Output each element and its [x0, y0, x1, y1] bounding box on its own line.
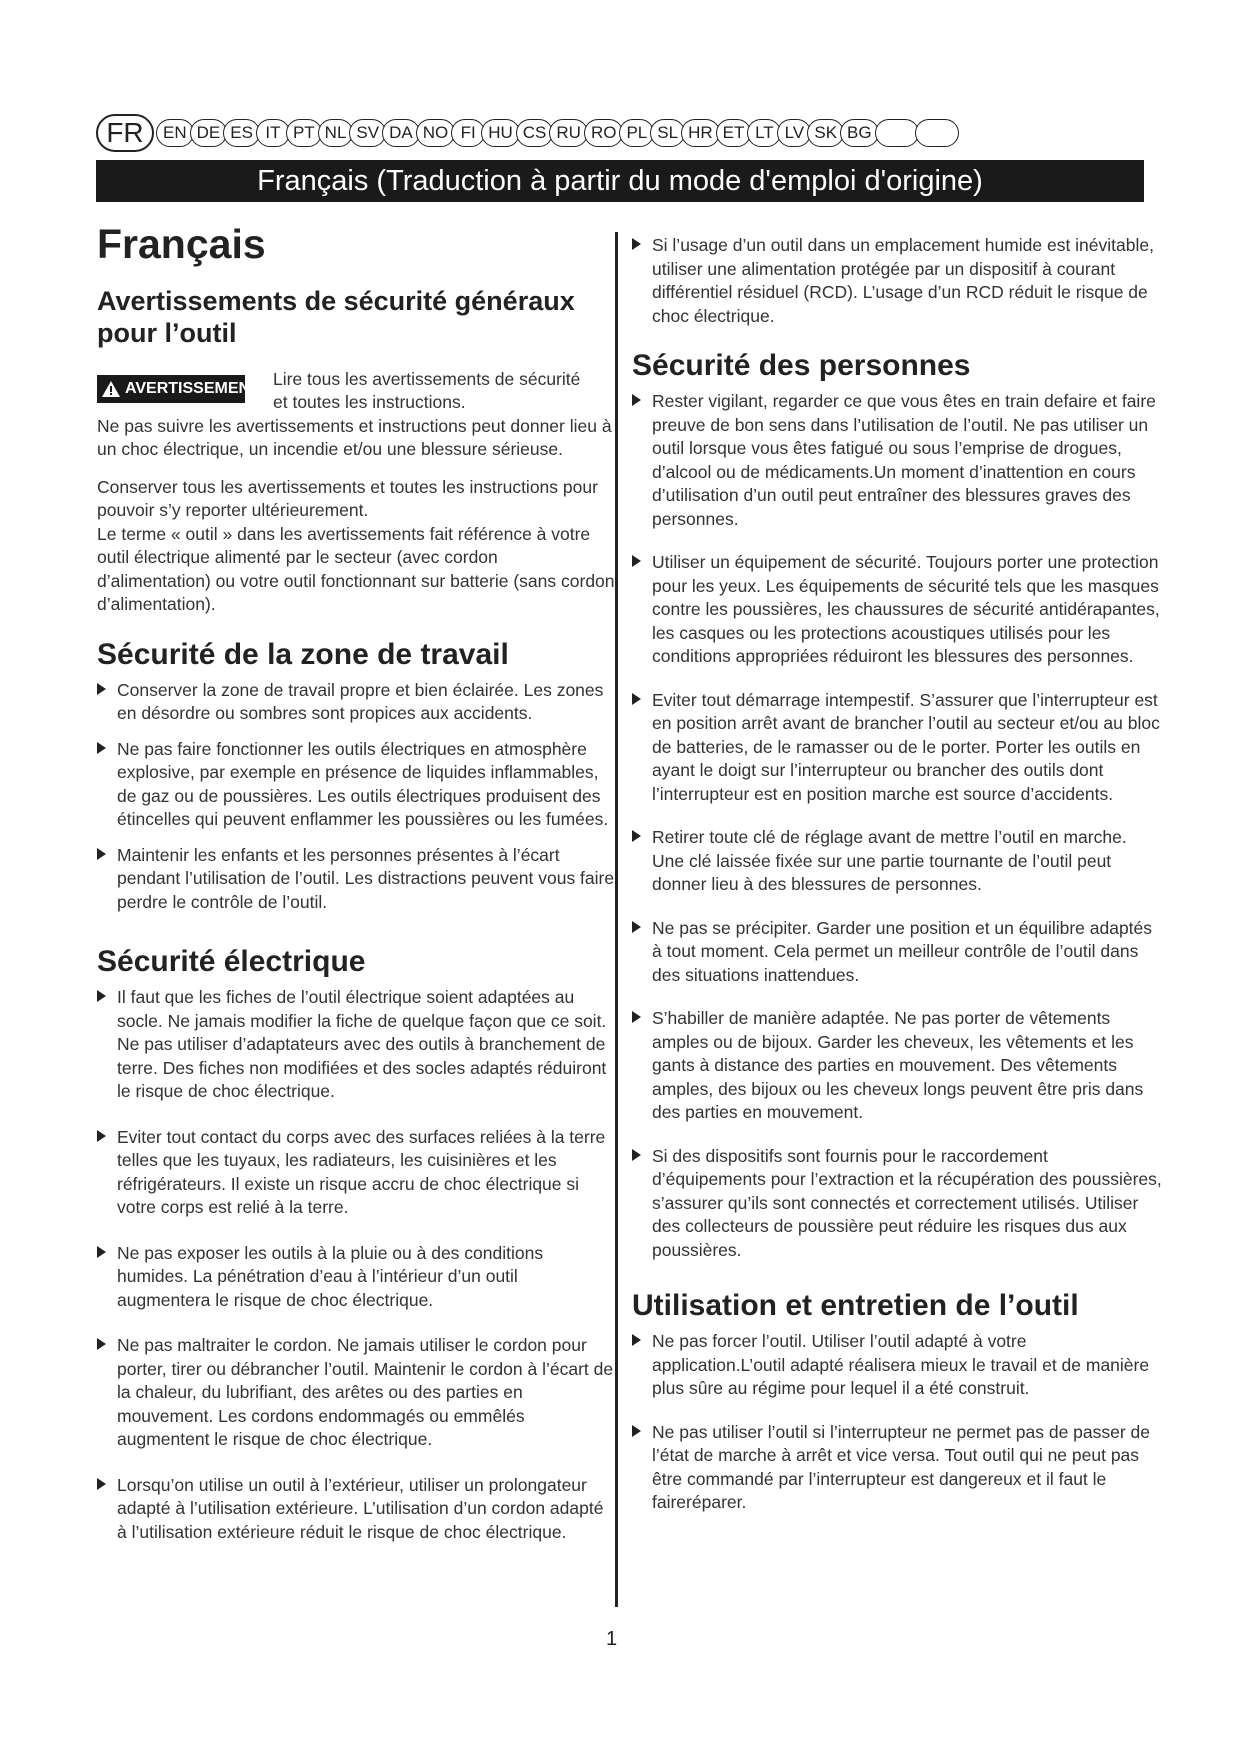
language-tab[interactable]: HU	[481, 119, 520, 147]
list-item-text: Maintenir les enfants et les personnes présentes à l’écart pendant l’utilisation de l’outil. Les distractions peuvent vous faire perdre le contrôle de l’outil.	[117, 844, 615, 912]
page-title: Français	[97, 221, 266, 267]
header-band-title: Français (Traduction à partir du mode d'emploi d'origine)	[257, 164, 983, 197]
section-heading-work-area: Sécurité de la zone de travail	[97, 637, 509, 671]
language-tab[interactable]: ET	[716, 119, 752, 147]
list-item	[97, 679, 615, 726]
list-item-text: Rester vigilant, regarder ce que vous êtes en train defaire et faire preuve de bon sens dans l’utilisation de l’outil. Ne pas utiliser un outil lorsque vous êtes fatigué ou sous l’emprise de drogues, d’alcool ou de médicaments.Un moment d’inattention en cours d’utilisation d’un outil peut entraîner des blessures graves des personnes.	[652, 391, 1156, 529]
persons-list	[632, 390, 1162, 1262]
language-tab[interactable]: LT	[747, 119, 781, 147]
language-tab-bar	[96, 116, 955, 150]
list-item-text: Ne pas se précipiter. Garder une position et un équilibre adaptés à tout moment. Cela permet un meilleur contrôle de l’outil dans des situations inattendues.	[652, 917, 1153, 985]
list-item	[97, 844, 615, 915]
page-number: 1	[606, 1628, 618, 1650]
language-tab[interactable]: DA	[382, 119, 420, 147]
bullet-triangle-icon	[632, 1425, 641, 1437]
list-item-text: Si l’usage d’un outil dans un emplacement humide est inévitable, utiliser une alimentation protégée par un dispositif à courant différentiel résiduel (RCD). L’usage d’un RCD réduit le risque de choc électrique.	[652, 235, 1154, 326]
header-band	[96, 160, 1144, 202]
language-tab[interactable]	[875, 119, 919, 147]
list-item	[632, 917, 1162, 988]
list-item	[97, 1334, 615, 1452]
left-column	[97, 222, 615, 1544]
list-item	[97, 986, 615, 1104]
list-item-text: Conserver la zone de travail propre et bien éclairée. Les zones en désordre ou sombres sont propices aux accidents.	[117, 679, 604, 724]
list-item-text: Retirer toute clé de réglage avant de mettre l’outil en marche. Une clé laissée fixée sur une partie tournante de l’outil peut donner lieu à des blessures de personnes.	[652, 827, 1127, 894]
list-item-text: Ne pas faire fonctionner les outils électriques en atmosphère explosive, par exemple en présence de liquides inflammables, de gaz ou de poussières. Les outils électriques produisent des étincelles qui peuvent enflammer les poussières ou les fumées.	[117, 738, 609, 830]
language-tab[interactable]: HR	[681, 119, 720, 147]
bullet-triangle-icon	[632, 1149, 641, 1161]
list-item	[97, 738, 615, 832]
bullet-triangle-icon	[632, 830, 641, 842]
list-item	[632, 1007, 1162, 1125]
work-area-list	[97, 679, 615, 915]
language-tab[interactable]: SL	[650, 119, 685, 147]
intro-paragraph-2: Conserver tous les avertissements et toutes les instructions pour pouvoir s’y reporter ultérieurement.	[97, 476, 598, 521]
list-item-text: Si des dispositifs sont fournis pour le raccordement d’équipements pour l’extraction et la récupération des poussières, s’assurer qu’ils sont connectés et correctement utilisés. Utiliser des collecteurs de poussière peut réduire les risques dus aux poussières.	[652, 1145, 1162, 1260]
list-item-text: Eviter tout contact du corps avec des surfaces reliées à la terre telles que les tuyaux, les radiateurs, les cuisinières et les réfrigérateurs. Il existe un risque accru de choc électrique si votre corps est relié à la terre.	[117, 1126, 606, 1218]
language-tab-active[interactable]: FR	[96, 114, 154, 152]
right-column	[632, 234, 1162, 1515]
warning-text: Lire tous les avertissements de sécurité et toutes les instructions.	[273, 368, 581, 413]
intro-paragraph-3: Le terme « outil » dans les avertissements fait référence à votre outil électrique alimenté par le secteur (avec cordon d’alimentation) ou votre outil fonctionnant sur batterie (sans cordon d’alimentation).	[97, 523, 615, 615]
list-item	[97, 1242, 615, 1313]
warning-block	[97, 368, 615, 415]
language-tab[interactable]: PL	[619, 119, 654, 147]
list-item	[632, 689, 1162, 807]
list-item-text: S’habiller de manière adaptée. Ne pas porter de vêtements amples ou de bijoux. Garder les cheveux, les vêtements et les gants à distance des parties en mouvement. Des vêtements amples, des bijoux ou les cheveux longs peuvent être pris dans des parties en mouvement.	[652, 1008, 1144, 1122]
list-item-text: Utiliser un équipement de sécurité. Toujours porter une protection pour les yeux. Les équipements de sécurité tels que les masques contre les poussières, les chaussures de sécurité antidérapantes, les casques ou les protections acoustiques utilisés pour les conditions appropriées réduiront les blessures des personnes.	[652, 552, 1160, 666]
bullet-triangle-icon	[97, 848, 106, 860]
tool-use-list	[632, 1330, 1162, 1515]
list-item-text: Eviter tout démarrage intempestif. S’assurer que l’interrupteur est en position arrêt avant de brancher l’outil au secteur et/ou au bloc de batteries, de le ramasser ou de le porter. Porter les outils en ayant le doigt sur l’interrupteur ou brancher des outils dont l’interrupteur est en position marche est source d’accidents.	[652, 689, 1160, 804]
list-item-text: Ne pas forcer l’outil. Utiliser l’outil adapté à votre application.L’outil adapté réalisera mieux le travail et de manière plus sûre au régime pour lequel il a été construit.	[652, 1331, 1150, 1398]
list-item	[632, 1421, 1162, 1515]
list-item	[632, 826, 1162, 897]
warning-triangle-icon	[101, 380, 121, 398]
list-item	[632, 390, 1162, 531]
bullet-triangle-icon	[97, 683, 106, 695]
bullet-triangle-icon	[632, 921, 641, 933]
bullet-triangle-icon	[97, 742, 106, 754]
language-tab[interactable]: ES	[223, 119, 260, 147]
section-heading-electrical: Sécurité électrique	[97, 945, 366, 979]
list-item-text: Lorsqu’on utilise un outil à l’extérieur, utiliser un prolongateur adapté à l’utilisation extérieure. L’utilisation d’un cordon adapté à l’utilisation extérieure réduit le risque de choc électrique.	[117, 1474, 604, 1542]
language-tab[interactable]: FI	[451, 119, 485, 147]
warning-badge	[97, 375, 260, 403]
list-item	[97, 1474, 615, 1545]
language-tab-list	[156, 119, 955, 147]
language-tab[interactable]: CS	[516, 119, 554, 147]
language-tab[interactable]: DE	[190, 119, 228, 147]
electrical-list	[97, 986, 615, 1544]
bullet-triangle-icon	[97, 1338, 106, 1350]
language-tab[interactable]: LV	[777, 119, 811, 147]
list-item	[632, 234, 1162, 328]
language-tab[interactable]: SV	[349, 119, 386, 147]
language-tab[interactable]: IT	[256, 119, 290, 147]
bullet-triangle-icon	[632, 1334, 641, 1346]
language-tab[interactable]	[915, 119, 959, 147]
bullet-triangle-icon	[632, 1011, 641, 1023]
bullet-triangle-icon	[632, 555, 641, 567]
list-item	[97, 1126, 615, 1220]
language-tab[interactable]: RO	[584, 119, 624, 147]
bullet-triangle-icon	[97, 990, 106, 1002]
bullet-triangle-icon	[97, 1130, 106, 1142]
list-item	[632, 551, 1162, 669]
list-item-text: Ne pas maltraiter le cordon. Ne jamais utiliser le cordon pour porter, tirer ou débrancher l’outil. Maintenir le cordon à l’écart de la chaleur, du lubrifiant, des arêtes ou des parties en mouvement. Les cordons endommagés ou emmêlés augmentent le risque de choc électrique.	[117, 1335, 614, 1450]
language-tab[interactable]: SK	[807, 119, 844, 147]
section-heading-persons: Sécurité des personnes	[632, 349, 971, 382]
bullet-triangle-icon	[97, 1478, 106, 1490]
language-tab[interactable]: PT	[286, 119, 322, 147]
warning-badge-label: AVERTISSEMENT	[125, 379, 260, 397]
list-item	[632, 1330, 1162, 1401]
rcd-list	[632, 234, 1162, 328]
list-item-text: Ne pas exposer les outils à la pluie ou à des conditions humides. La pénétration d’eau à l’intérieur d’un outil augmentera le risque de choc électrique.	[117, 1242, 544, 1310]
section-heading-tool-use: Utilisation et entretien de l’outil	[632, 1289, 1079, 1322]
list-item-text: Il faut que les fiches de l’outil électrique soient adaptées au socle. Ne jamais modifier la fiche de quelque façon que ce soit. Ne pas utiliser d’adaptateurs avec des outils à branchement de terre. Des fiches non modifiées et des socles adaptés réduiront le risque de choc électrique.	[117, 987, 607, 1102]
column-divider	[615, 232, 618, 1607]
intro-paragraph-1: Ne pas suivre les avertissements et instructions peut donner lieu à un choc électrique, un incendie et/ou une blessure sérieuse.	[97, 415, 612, 460]
bullet-triangle-icon	[97, 1246, 106, 1258]
list-item-text: Ne pas utiliser l’outil si l’interrupteur ne permet pas de passer de l’état de marche à arrêt et vice versa. Tout outil qui ne peut pas être commandé par l’interrupteur est dangereux et il faut le faireréparer.	[652, 1421, 1151, 1512]
language-tab[interactable]: NL	[318, 119, 354, 147]
bullet-triangle-icon	[632, 693, 641, 705]
bullet-triangle-icon	[632, 394, 641, 406]
language-tab[interactable]: BG	[840, 119, 879, 147]
language-tab[interactable]: EN	[156, 119, 194, 147]
language-tab[interactable]: RU	[549, 119, 588, 147]
list-item	[632, 1145, 1162, 1263]
bullet-triangle-icon	[632, 238, 641, 250]
language-tab[interactable]: NO	[416, 119, 456, 147]
section-heading-general-warnings: Avertissements de sécurité généraux pour l’outil	[97, 286, 575, 349]
